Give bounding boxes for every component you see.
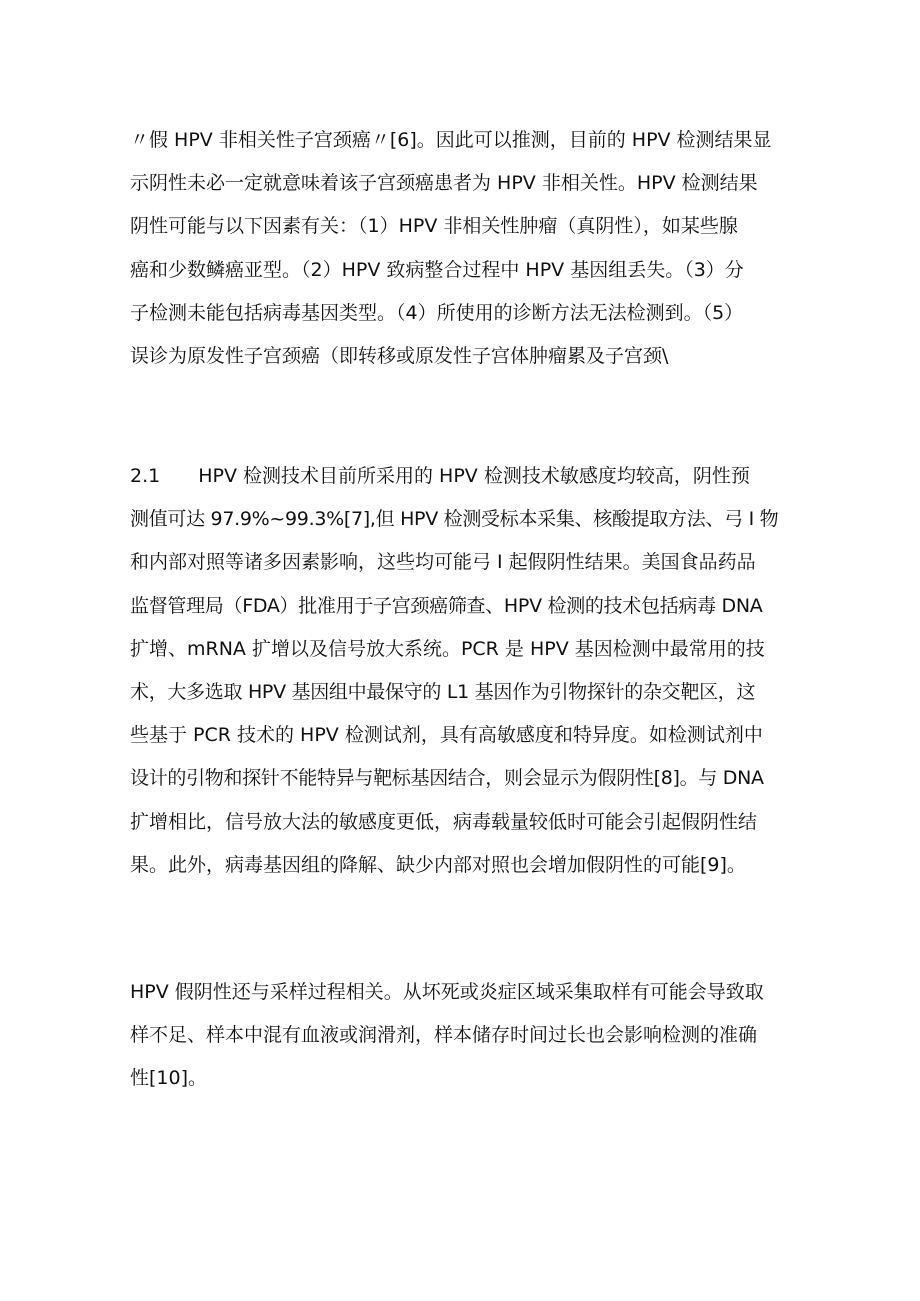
text-line: 监督管理局（FDA）批准用于子宫颈癌筛查、HPV 检测的技术包括病毒 DNA (130, 594, 763, 617)
text-line: 术，大多选取 HPV 基因组中最保守的 L1 基因作为引物探针的杂交靶区，这 (130, 680, 756, 703)
text-line: 示阴性未必一定就意味着该子宫颈癌患者为 HPV 非相关性。HPV 检测结果 (130, 172, 758, 195)
text-line: 些基于 PCR 技术的 HPV 检测试剂，具有高敏感度和特异度。如检测试剂中 (130, 724, 763, 747)
text-line: 设计的引物和探针不能特异与靶标基因结合，则会显示为假阴性[8]。与 DNA (130, 767, 764, 790)
text-line: 癌和少数鳞癌亚型。（2）HPV 致病整合过程中 HPV 基因组丢失。（3）分 (130, 258, 744, 281)
text-line: 和内部对照等诸多因素影响，这些均可能弓 I 起假阴性结果。美国食品药品 (130, 551, 756, 574)
text-line: 性[10]。 (130, 1067, 208, 1090)
text-line: 扩增相比，信号放大法的敏感度更低，病毒载量较低时可能会引起假阴性结 (130, 810, 758, 833)
paragraph-sampling-process (130, 971, 800, 1101)
text-line: 误诊为原发性子宫颈癌（即转移或原发性子宫体肿瘤累及子宫颈\ (130, 344, 669, 367)
text-line: 测值可达 97.9%~99.3%[7],但 HPV 检测受标本采集、核酸提取方法、弓 I 物 (130, 508, 779, 531)
text-line: 果。此外，病毒基因组的降解、缺少内部对照也会增加假阴性的可能[9]。 (130, 853, 746, 876)
text-line: 样不足、样本中混有血液或润滑剂，样本储存时间过长也会影响检测的准确 (130, 1024, 758, 1047)
paragraph-hpv-negative-causes (130, 119, 800, 378)
text-line: 子检测未能包括病毒基因类型。（4）所使用的诊断方法无法检测到。（5） (130, 301, 744, 324)
paragraph-section-2-1-detection-technology (130, 455, 800, 887)
text-line: HPV 假阴性还与采样过程相关。从坏死或炎症区域采集取样有可能会导致取 (130, 981, 764, 1003)
section-heading-line: 2.1 HPV 检测技术目前所采用的 HPV 检测技术敏感度均较高，阴性预 (130, 465, 750, 487)
text-line: 扩增、mRNA 扩增以及信号放大系统。PCR 是 HPV 基因检测中最常用的技 (130, 637, 765, 660)
text-line: 阴性可能与以下因素有关：（1）HPV 非相关性肿瘤（真阴性），如某些腺 (130, 215, 738, 238)
text-line: 〃假 HPV 非相关性子宫颈癌〃[6]。因此可以推测，目前的 HPV 检测结果显 (130, 129, 772, 151)
